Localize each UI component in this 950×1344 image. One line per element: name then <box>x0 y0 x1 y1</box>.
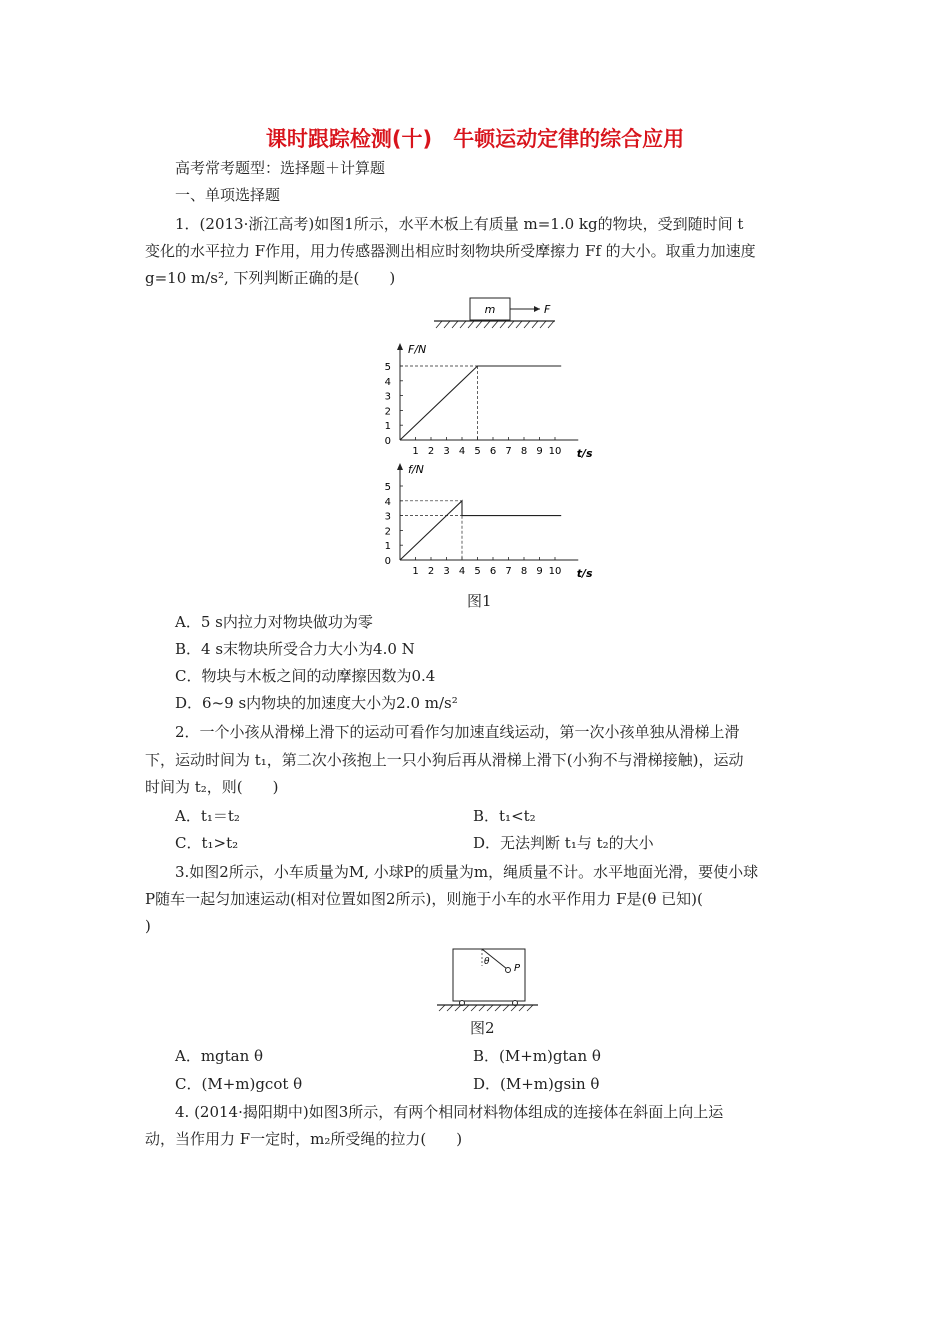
x-tick-label: 5 <box>474 446 481 457</box>
x-tick-label: 1 <box>412 566 419 577</box>
section-heading: 一、单项选择题 <box>175 186 281 204</box>
ground-hatching <box>439 1005 533 1011</box>
question-type-line: 高考常考题型：选择题＋计算题 <box>175 159 386 177</box>
q1-option-d: D．6~9 s内物块的加速度大小为2.0 m/s² <box>175 694 458 712</box>
q2-text-line-2: 下，运动时间为 t₁，第二次小孩抱上一只小狗后再从滑梯上滑下(小狗不与滑梯接触)，运动 <box>145 751 744 769</box>
x-tick-label: 9 <box>536 566 543 577</box>
y-axis-arrow <box>397 343 403 350</box>
x-tick-label: 3 <box>443 566 450 577</box>
y-tick-label: 0 <box>384 436 391 447</box>
chart-F-vs-t <box>360 340 610 465</box>
y-axis-arrow <box>397 463 403 470</box>
y-axis-label: f/N <box>408 463 424 476</box>
q1-option-a: A．5 s内拉力对物块做功为零 <box>175 613 373 631</box>
y-tick-label: 2 <box>384 526 391 538</box>
q1-text-line-3: g=10 m/s², 下列判断正确的是( ) <box>145 269 396 287</box>
x-tick-label: 10 <box>548 566 562 577</box>
q3-option-d: D．(M+m)gsin θ <box>473 1075 600 1093</box>
q2-text-line-3: 时间为 t₂，则( ) <box>145 778 279 796</box>
q4-text-line-2: 动，当作用力 F一定时，m₂所受绳的拉力( ) <box>145 1130 463 1148</box>
x-tick-label: 4 <box>458 566 466 577</box>
x-tick-label: 1 <box>412 446 419 457</box>
y-tick-label: 4 <box>384 496 391 508</box>
q2-option-d: D．无法判断 t₁与 t₂的大小 <box>473 834 654 852</box>
q2-option-b: B．t₁<t₂ <box>473 807 536 825</box>
q3-text-line-1: 3.如图2所示，小车质量为M, 小球P的质量为m，绳质量不计。水平地面光滑，要使小球 <box>175 863 759 881</box>
q3-option-c: C．(M+m)gcot θ <box>175 1075 303 1093</box>
x-tick-label: 2 <box>427 446 435 457</box>
q2-option-a: A．t₁＝t₂ <box>175 807 240 825</box>
q1-option-b: B．4 s末物块所受合力大小为4.0 N <box>175 640 415 658</box>
series-line-f <box>400 501 561 560</box>
y-tick-label: 3 <box>384 391 391 403</box>
figure-2-caption: 图2 <box>470 1019 495 1037</box>
x-tick-label: 5 <box>474 566 481 577</box>
q1-option-c: C．物块与木板之间的动摩擦因数为0.4 <box>175 667 436 685</box>
force-label: F <box>544 303 551 316</box>
q3-text-line-2: P随车一起匀加速运动(相对位置如图2所示)，则施于小车的水平作用力 F是(θ 已知)( <box>145 890 703 908</box>
board-hatching <box>436 321 554 328</box>
x-axis-label: t/s <box>576 567 593 580</box>
y-tick-label: 5 <box>384 362 391 373</box>
y-tick-label: 5 <box>384 482 391 493</box>
y-tick-label: 0 <box>384 556 391 567</box>
y-tick-label: 4 <box>384 376 391 388</box>
series-line-F <box>400 366 561 440</box>
q3-option-b: B．(M+m)gtan θ <box>473 1047 601 1065</box>
q3-option-a: A．mgtan θ <box>175 1047 264 1065</box>
x-tick-label: 2 <box>427 566 435 577</box>
q3-text-line-3: ) <box>145 917 151 935</box>
y-tick-label: 1 <box>384 421 391 433</box>
x-tick-label: 6 <box>489 566 497 577</box>
figure-1-caption: 图1 <box>467 592 492 610</box>
y-tick-label: 3 <box>384 511 391 523</box>
y-axis-label: F/N <box>408 343 427 356</box>
block-on-board-diagram <box>430 296 560 330</box>
x-tick-label: 8 <box>520 566 528 577</box>
x-tick-label: 8 <box>520 446 528 457</box>
x-tick-label: 7 <box>505 566 512 577</box>
page-title: 课时跟踪检测(十) 牛顿运动定律的综合应用 <box>265 127 685 151</box>
q1-text-line-1: 1．(2013·浙江高考)如图1所示，水平木板上有质量 m=1.0 kg的物块，受到随时间 t <box>175 215 744 233</box>
q2-option-c: C．t₁>t₂ <box>175 834 239 852</box>
x-tick-label: 9 <box>536 446 543 457</box>
x-tick-label: 10 <box>548 446 562 457</box>
block-mass-label: m <box>484 303 496 316</box>
q2-text-line-1: 2．一个小孩从滑梯上滑下的运动可看作匀加速直线运动，第一次小孩单独从滑梯上滑 <box>175 723 740 741</box>
ball-P <box>506 968 511 973</box>
x-tick-label: 7 <box>505 446 512 457</box>
x-tick-label: 6 <box>489 446 497 457</box>
force-arrow-head <box>534 306 540 312</box>
theta-label: θ <box>484 957 490 967</box>
q1-text-line-2: 变化的水平拉力 F作用，用力传感器测出相应时刻物块所受摩擦力 Ff 的大小。取重力加速度 <box>145 242 756 260</box>
chart-f-vs-t <box>360 460 610 585</box>
y-tick-label: 2 <box>384 406 391 418</box>
ball-label: P <box>514 963 521 974</box>
x-tick-label: 4 <box>458 446 466 457</box>
cart-pendulum-diagram <box>435 944 540 1012</box>
q4-text-line-1: 4. (2014·揭阳期中)如图3所示，有两个相同材料物体组成的连接体在斜面上向上运 <box>175 1103 724 1121</box>
y-tick-label: 1 <box>384 541 391 553</box>
x-tick-label: 3 <box>443 446 450 457</box>
x-axis-label: t/s <box>576 447 593 460</box>
